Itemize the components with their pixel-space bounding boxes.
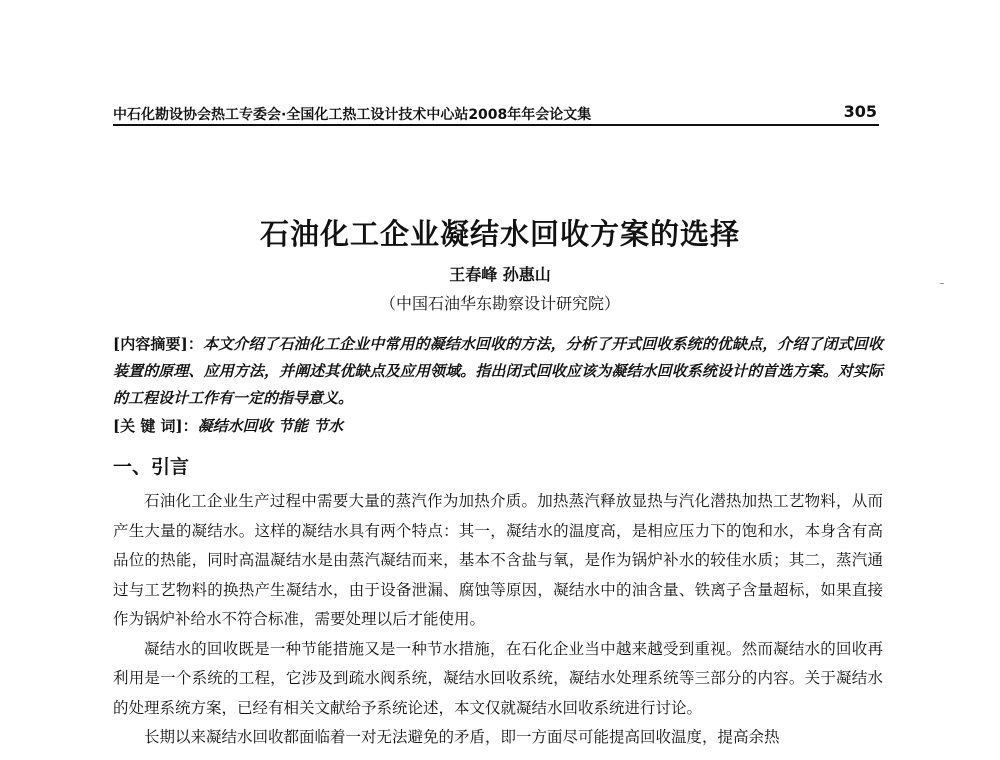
keywords <box>113 415 883 436</box>
running-header <box>113 102 879 126</box>
section-heading: 一、引言 <box>113 456 190 478</box>
journal-title: 中石化勘设协会热工专委会·全国化工热工设计技术中心站2008年年会论文集 <box>113 107 592 123</box>
paper-authors: 王春峰 孙惠山 <box>449 265 551 284</box>
abstract-text: 本文介绍了石油化工企业中常用的凝结水回收的方法，分析了开式回收系统的优缺点，介绍了闭式回收装置的原理、应用方法，并阐述其优缺点及应用领域。指出闭式回收应该为凝结水回收系统设计的首选方案。对实际的工程设计工作有一定的指导意义。 <box>113 335 883 407</box>
abstract <box>113 331 883 412</box>
scan-mark <box>940 283 944 284</box>
keywords-label: [关 键 词]： <box>113 417 198 435</box>
paper-affiliation: （中国石油华东勘察设计研究院） <box>379 294 620 313</box>
paragraph: 凝结水的回收既是一种节能措施又是一种节水措施，在石化企业当中越来越受到重视。然而凝结水的回收再利用是一个系统的工程，它涉及到疏水阀系统，凝结水回收系统，凝结水处理系统等三部分的内容。关于凝结水的处理系统方案，已经有相关文献给予系统论述，本文仅就凝结水回收系统进行讨论。 <box>113 639 883 717</box>
paper-title: 石油化工企业凝结水回收方案的选择 <box>259 217 740 251</box>
paragraph: 石油化工企业生产过程中需要大量的蒸汽作为加热介质。加热蒸汽释放显热与汽化潜热加热工艺物料，从而产生大量的凝结水。这样的凝结水具有两个特点：其一，凝结水的温度高，是相应压力下的饱和水，本身含有高品位的热能，同时高温凝结水是由蒸汽凝结而来，基本不含盐与氧，是作为锅炉补水的较佳水质；其二，蒸汽通过与工艺物料的换热产生凝结水，由于设备泄漏、腐蚀等原因，凝结水中的油含量、铁离子含量超标，如果直接作为锅炉补给水不符合标准，需要处理以后才能使用。 <box>113 492 883 628</box>
page-number: 305 <box>843 102 877 121</box>
paragraph: 长期以来凝结水回收都面临着一对无法避免的矛盾，即一方面尽可能提高回收温度，提高余热 <box>144 728 780 746</box>
section-body <box>113 487 883 753</box>
abstract-label: [内容摘要]： <box>113 335 203 353</box>
keywords-text: 凝结水回收 节能 节水 <box>197 417 344 435</box>
